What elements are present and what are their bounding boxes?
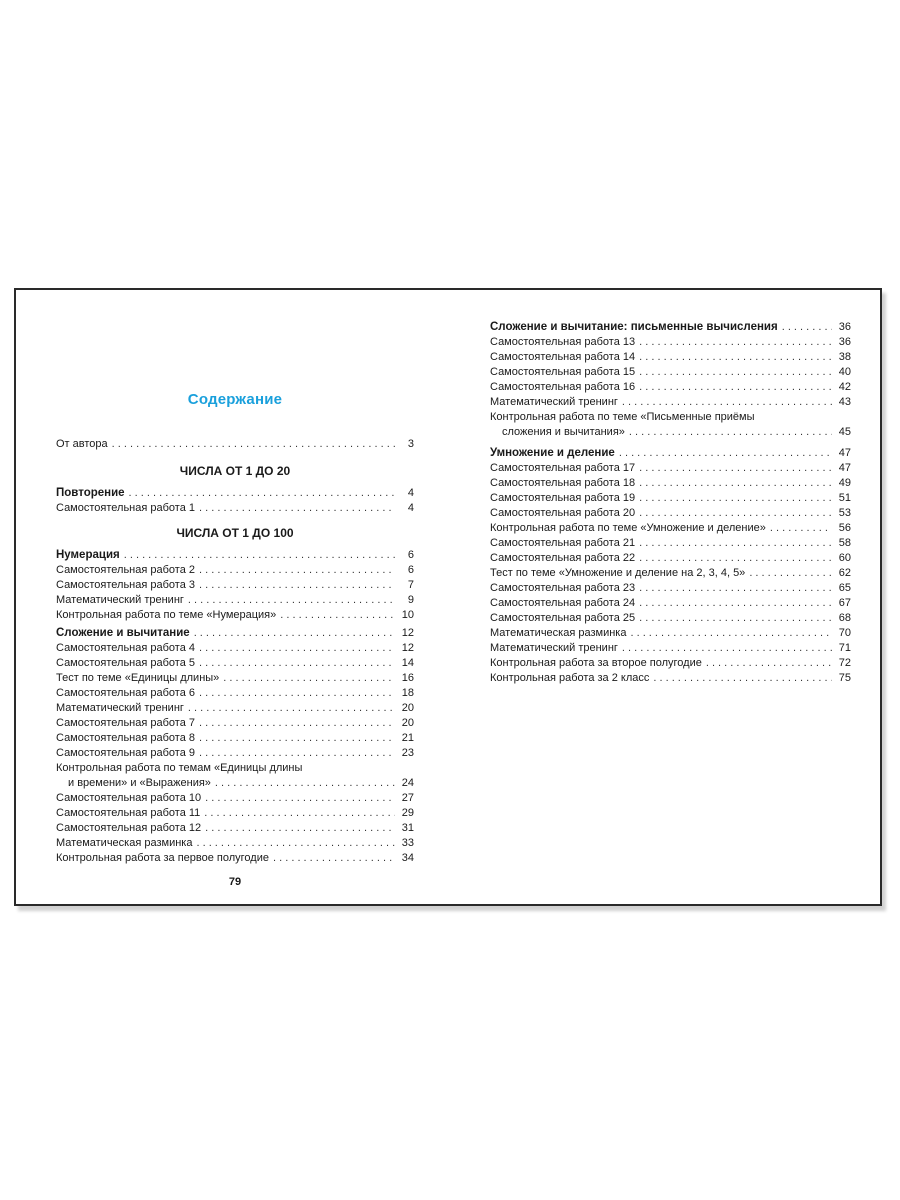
toc-entry: Самостоятельная работа 14 . . . 38 xyxy=(490,350,851,365)
toc-entry: От автора . . . 3 xyxy=(56,437,414,452)
toc-entry: Самостоятельная работа 21 . . . 58 xyxy=(490,536,851,551)
toc-entry: Самостоятельная работа 9 . . . 23 xyxy=(56,746,414,761)
toc-entry: Самостоятельная работа 1 . . . 4 xyxy=(56,501,414,516)
toc-entry: Сложение и вычитание . . . 12 xyxy=(56,626,414,641)
toc-entry: Самостоятельная работа 24 . . . 67 xyxy=(490,596,851,611)
toc-entry: Самостоятельная работа 8 . . . 21 xyxy=(56,731,414,746)
toc-entry: Математический тренинг . . . 9 xyxy=(56,593,414,608)
section-heading: ЧИСЛА ОТ 1 ДО 20 xyxy=(179,464,291,478)
toc-entry: и времени» и «Выражения» . . . 24 xyxy=(56,776,414,791)
toc-entry: Самостоятельная работа 25 . . . 68 xyxy=(490,611,851,626)
toc-entry: Самостоятельная работа 16 . . . 42 xyxy=(490,380,851,395)
toc-entry: Самостоятельная работа 17 . . . 47 xyxy=(490,461,851,476)
toc-entry: Математическая разминка . . . 70 xyxy=(490,626,851,641)
toc-entry: Тест по теме «Единицы длины» . . . 16 xyxy=(56,671,414,686)
toc-entry: Математический тренинг . . . 71 xyxy=(490,641,851,656)
toc-entry: Самостоятельная работа 13 . . . 36 xyxy=(490,335,851,350)
toc-entry: сложения и вычитания» . . . 45 xyxy=(490,425,851,440)
toc-entry: Самостоятельная работа 22 . . . 60 xyxy=(490,551,851,566)
toc-entry: Самостоятельная работа 2 . . . 6 xyxy=(56,563,414,578)
toc-entry: Тест по теме «Умножение и деление на 2, 3, 4, 5» . . . 62 xyxy=(490,566,851,581)
toc-entry: Контрольная работа за первое полугодие . . . 34 xyxy=(56,851,414,866)
toc-title: Содержание xyxy=(187,391,283,408)
book-spread xyxy=(14,288,882,906)
toc-entry: Математический тренинг . . . 43 xyxy=(490,395,851,410)
toc-entry: Самостоятельная работа 12 . . . 31 xyxy=(56,821,414,836)
page-number: 79 xyxy=(228,876,242,888)
toc-entry: Контрольная работа по теме «Умножение и деление» . . . 56 xyxy=(490,521,851,536)
toc-entry: Самостоятельная работа 4 . . . 12 xyxy=(56,641,414,656)
toc-entry: Самостоятельная работа 18 . . . 49 xyxy=(490,476,851,491)
toc-entry: Самостоятельная работа 11 . . . 29 xyxy=(56,806,414,821)
toc-entry: Самостоятельная работа 7 . . . 20 xyxy=(56,716,414,731)
toc-entry: Самостоятельная работа 20 . . . 53 xyxy=(490,506,851,521)
toc-entry: Самостоятельная работа 10 . . . 27 xyxy=(56,791,414,806)
toc-entry: Самостоятельная работа 23 . . . 65 xyxy=(490,581,851,596)
toc-entry: Самостоятельная работа 19 . . . 51 xyxy=(490,491,851,506)
toc-entry: Умножение и деление . . . 47 xyxy=(490,446,851,461)
toc-entry: Математический тренинг . . . 20 xyxy=(56,701,414,716)
toc-entry: Контрольная работа за 2 класс . . . 75 xyxy=(490,671,851,686)
toc-entry: Нумерация . . . 6 xyxy=(56,548,414,563)
toc-entry: Контрольная работа за второе полугодие . . . 72 xyxy=(490,656,851,671)
toc-entry: Самостоятельная работа 15 . . . 40 xyxy=(490,365,851,380)
toc-entry: Контрольная работа по теме «Нумерация» . . . 10 xyxy=(56,608,414,623)
toc-entry: Повторение . . . 4 xyxy=(56,486,414,501)
toc-entry: Самостоятельная работа 6 . . . 18 xyxy=(56,686,414,701)
toc-entry: Контрольная работа по темам «Единицы длины xyxy=(56,762,303,774)
toc-entry: Сложение и вычитание: письменные вычисления . . . 36 xyxy=(490,320,851,335)
toc-entry: Самостоятельная работа 5 . . . 14 xyxy=(56,656,414,671)
section-heading: ЧИСЛА ОТ 1 ДО 100 xyxy=(176,526,294,540)
toc-entry: Контрольная работа по теме «Письменные приёмы xyxy=(490,411,755,423)
toc-entry: Самостоятельная работа 3 . . . 7 xyxy=(56,578,414,593)
toc-entry: Математическая разминка . . . 33 xyxy=(56,836,414,851)
